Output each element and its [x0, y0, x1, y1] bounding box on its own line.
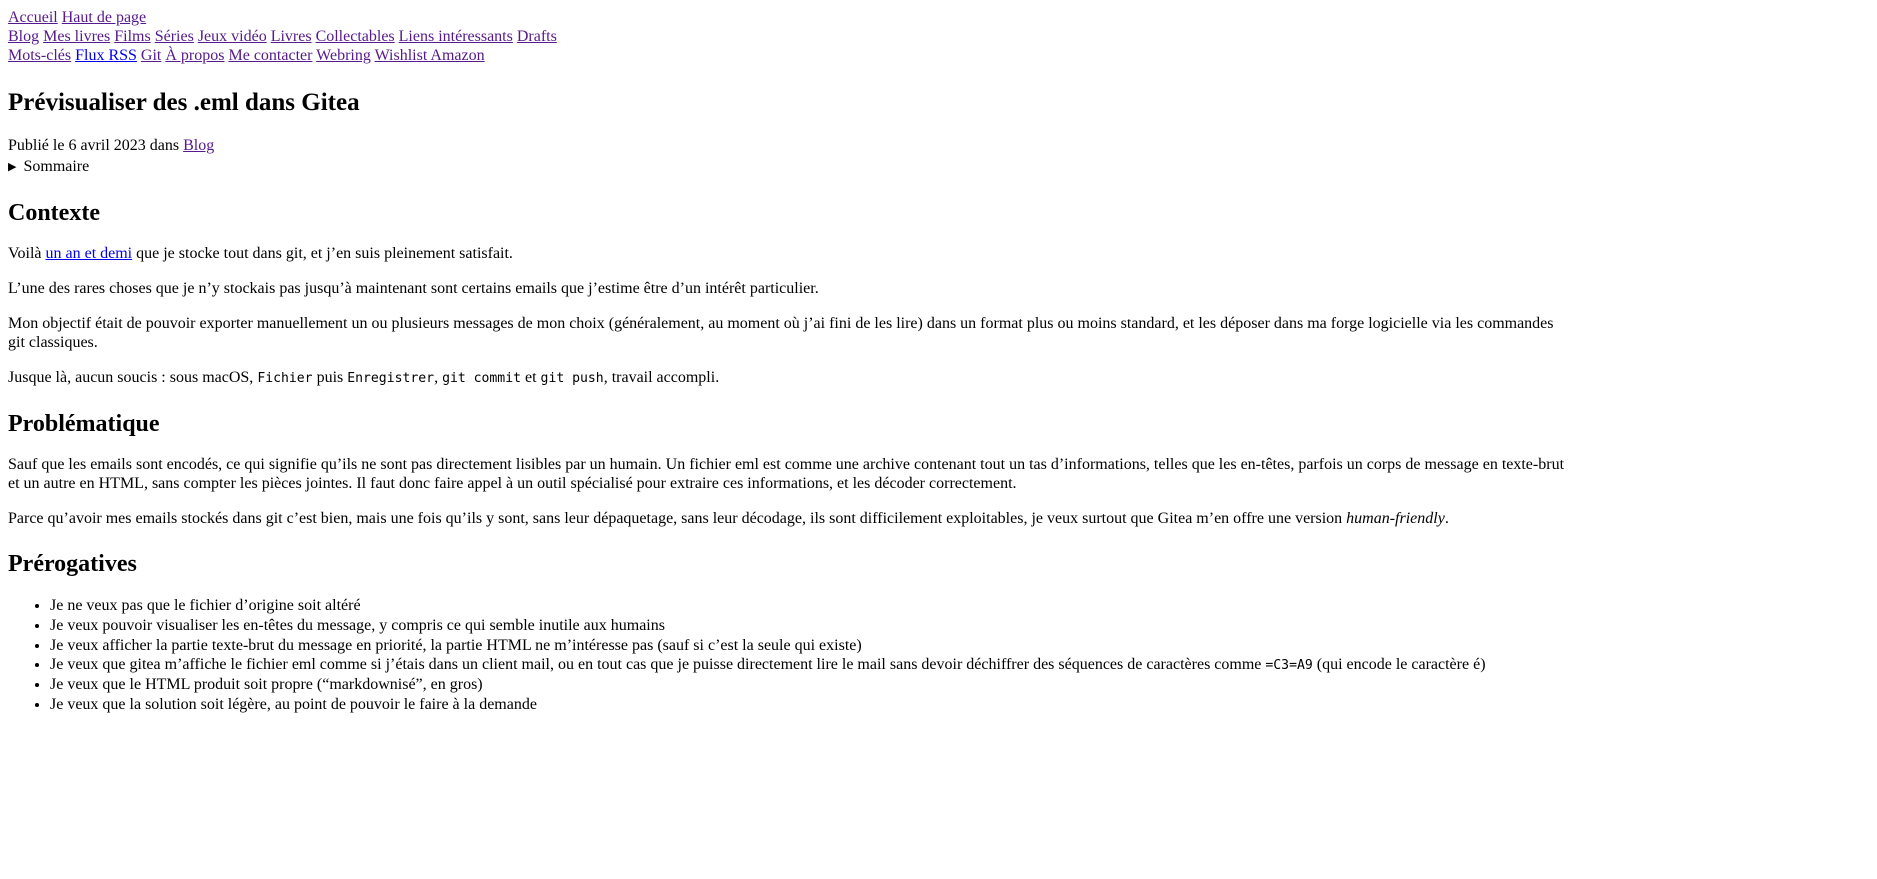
nav-link-films[interactable]: Films	[114, 28, 151, 46]
nav-link-git[interactable]: Git	[140, 47, 162, 65]
list-item: • Je veux afficher la partie texte-brut du message en priorité, la partie HTML ne m’intéresse pas (sauf si c’est la seule qui existe)	[50, 637, 1564, 656]
section-heading-problematique: Problématique	[8, 410, 160, 437]
prerogatives-list	[8, 597, 1564, 715]
nav-link-wishlist-amazon[interactable]: Wishlist Amazon	[374, 47, 485, 65]
nav-row-2	[8, 27, 1564, 46]
nav-link-livres[interactable]: Livres	[270, 28, 312, 46]
list-item: • Je veux que la solution soit légère, au point de pouvoir le faire à la demande	[50, 696, 1564, 715]
inline-link-blog[interactable]: Blog	[183, 137, 215, 155]
section-heading-contexte: Contexte	[8, 199, 100, 226]
nav-row-3	[8, 46, 1564, 65]
nav-link-mes-livres[interactable]: Mes livres	[43, 28, 111, 46]
toc-summary-label: Sommaire	[23, 157, 90, 175]
inline-code: git commit	[442, 370, 521, 386]
paragraph: Sauf que les emails sont encodés, ce qui signifie qu’ils ne sont pas directement lisibles par un humain. Un fichier eml est comme une archive contenant tout un tas d’informations, telles que les en-têtes, parfois un corps de message en texte-brut et un autre en HTML, sans compter les pièces jointes. Il faut donc faire appel à un outil spécialisé pour extraire ces informations, et les décoder correctement.	[8, 455, 1565, 492]
emphasis-text: human-friendly	[1346, 509, 1445, 527]
nav-link-flux-rss[interactable]: Flux RSS	[75, 47, 137, 65]
inline-link-un-an-et-demi[interactable]: un an et demi	[45, 245, 133, 263]
nav-link-drafts[interactable]: Drafts	[516, 28, 557, 46]
nav-link-webring[interactable]: Webring	[316, 47, 371, 65]
section-contexte	[8, 199, 1564, 388]
paragraph: L’une des rares choses que je n’y stockais pas jusqu’à maintenant sont certains emails que j’estime être d’un intérêt particulier.	[8, 280, 819, 297]
toc-summary[interactable]	[8, 158, 1564, 177]
publish-meta: Publié le 6 avril 2023 dans Blog	[8, 137, 215, 155]
nav-link-blog[interactable]: Blog	[8, 28, 40, 46]
list-item: • Je veux que gitea m’affiche le fichier eml comme si j’étais dans un client mail, ou en tout cas que je puisse directement lire le mail sans devoir déchiffrer des séquences de caractères comme =C3=A9 (qui encode le caractère é)	[50, 656, 1564, 675]
disclosure-triangle-icon: ▶	[8, 159, 17, 173]
nav-link-collectables[interactable]: Collectables	[315, 28, 395, 46]
nav-link-me-contacter[interactable]: Me contacter	[228, 47, 313, 65]
paragraph: Voilà un an et demi que je stocke tout dans git, et j’en suis pleinement satisfait.	[8, 245, 513, 263]
section-problematique	[8, 410, 1564, 529]
paragraph: Mon objectif était de pouvoir exporter manuellement un ou plusieurs messages de mon choix (généralement, au moment où j’ai fini de les lire) dans un format plus ou moins standard, et les déposer dans ma forge logicielle via les commandes git classiques.	[8, 314, 1554, 351]
inline-code: Enregistrer	[347, 370, 435, 386]
nav-link-accueil[interactable]: Accueil	[8, 9, 58, 26]
nav-link-haut-de-page[interactable]: Haut de page	[61, 9, 147, 26]
page-title: Prévisualiser des .eml dans Gitea	[8, 88, 360, 116]
nav-link-mots-cles[interactable]: Mots-clés	[8, 47, 72, 65]
section-prerogatives	[8, 550, 1564, 715]
nav-link-jeux-video[interactable]: Jeux vidéo	[197, 28, 267, 46]
nav-link-series[interactable]: Séries	[154, 28, 194, 46]
paragraph: Jusque là, aucun soucis : sous macOS, Fichier puis Enregistrer, git commit et git push, travail accompli.	[8, 368, 720, 386]
list-item: • Je ne veux pas que le fichier d’origine soit altéré	[50, 597, 1564, 616]
inline-code: Fichier	[257, 370, 313, 386]
list-item: • Je veux que le HTML produit soit propre (“markdownisé”, en gros)	[50, 676, 1564, 695]
nav-row-1	[8, 8, 1564, 27]
list-item: • Je veux pouvoir visualiser les en-têtes du message, y compris ce qui semble inutile aux humains	[50, 617, 1564, 636]
site-nav	[8, 8, 1564, 66]
nav-link-liens-interessants[interactable]: Liens intéressants	[398, 28, 513, 46]
toc-details	[8, 158, 1564, 177]
inline-code: =C3=A9	[1265, 658, 1313, 674]
section-heading-prerogatives: Prérogatives	[8, 551, 137, 578]
inline-code: git push	[540, 370, 604, 386]
article	[8, 88, 1564, 715]
paragraph: Parce qu’avoir mes emails stockés dans git c’est bien, mais une fois qu’ils y sont, sans leur dépaquetage, sans leur décodage, ils sont difficilement exploitables, je veux surtout que Gitea m’en offre une version human-friendly.	[8, 509, 1449, 527]
nav-link-a-propos[interactable]: À propos	[165, 47, 225, 65]
